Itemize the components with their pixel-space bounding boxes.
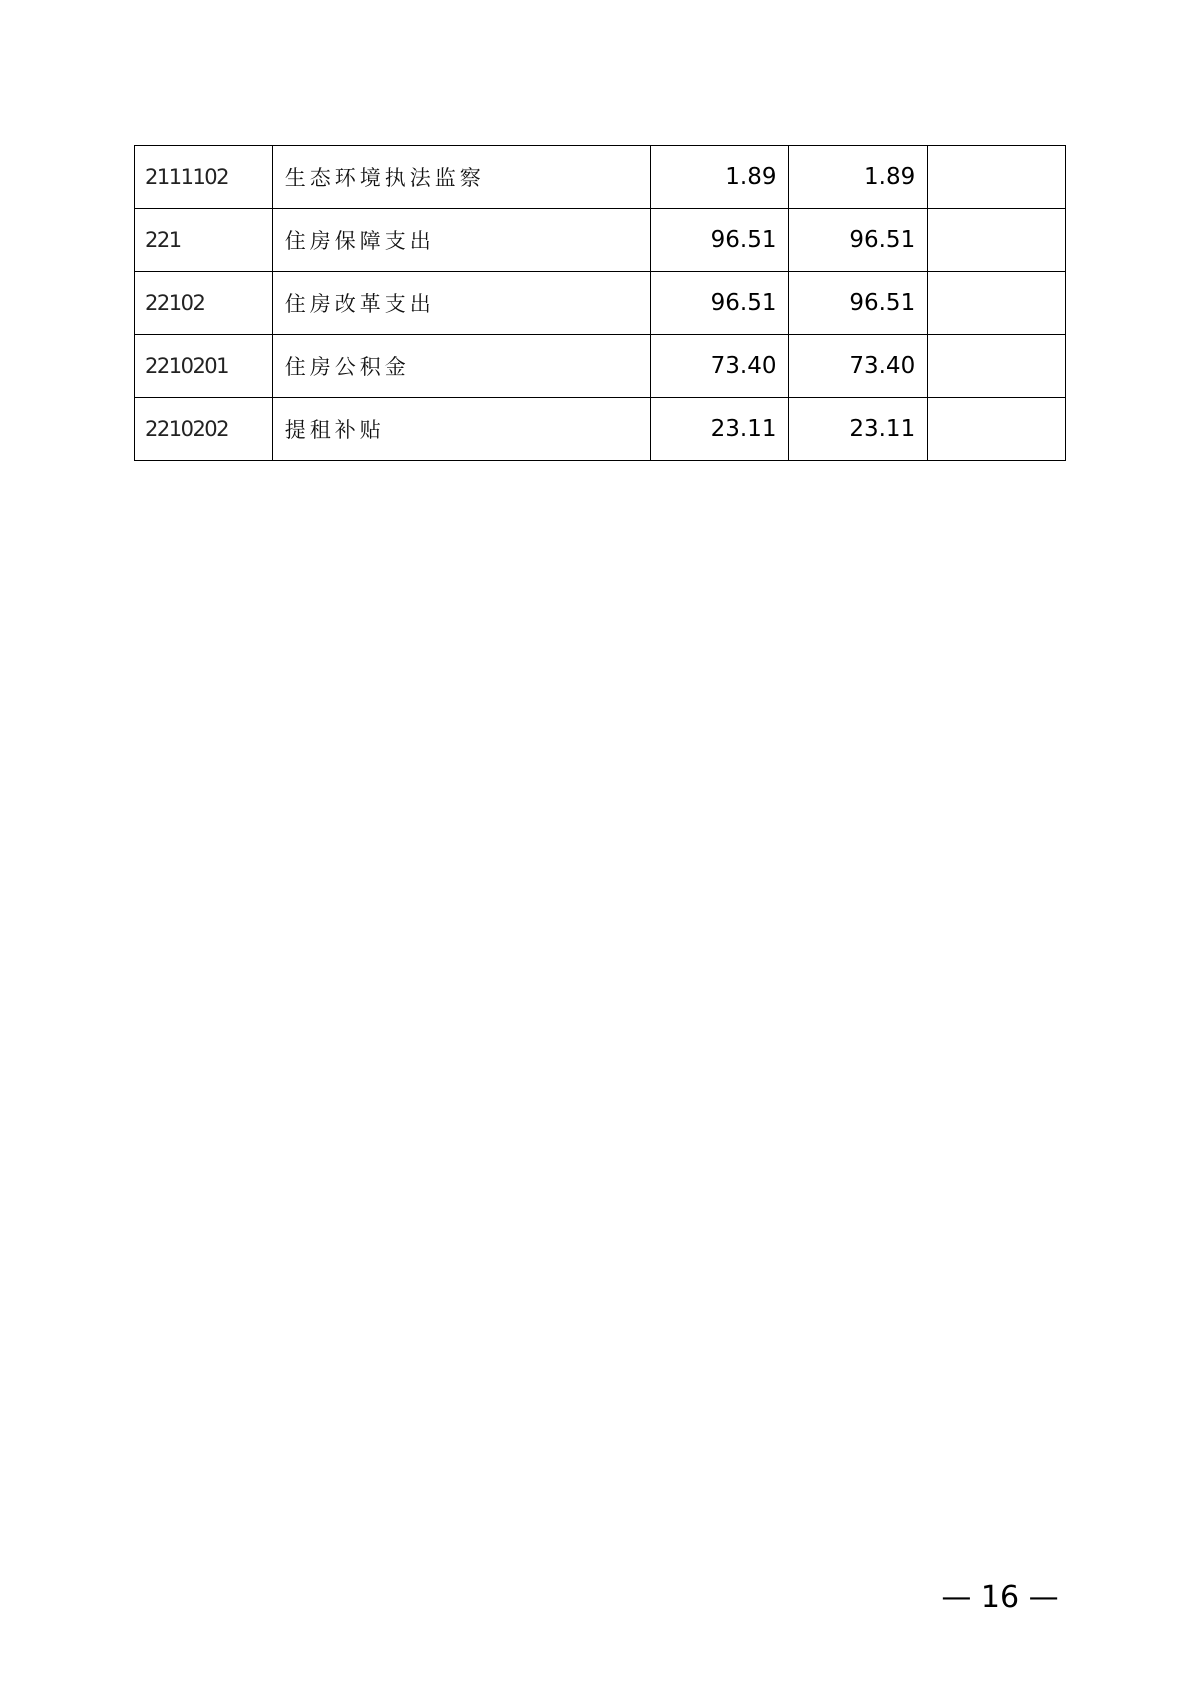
project-expenditure-cell bbox=[928, 146, 1066, 209]
basic-expenditure-cell: 96.51 bbox=[789, 209, 928, 272]
subject-name-cell: 住房保障支出 bbox=[272, 209, 650, 272]
basic-expenditure-cell: 23.11 bbox=[789, 398, 928, 461]
table-row bbox=[135, 209, 1066, 272]
table-row bbox=[135, 398, 1066, 461]
subject-name-cell: 住房公积金 bbox=[272, 335, 650, 398]
subject-code-cell: 22102 bbox=[135, 272, 273, 335]
total-amount-cell: 73.40 bbox=[650, 335, 789, 398]
total-amount-cell: 23.11 bbox=[650, 398, 789, 461]
basic-expenditure-cell: 96.51 bbox=[789, 272, 928, 335]
subject-code-cell: 221 bbox=[135, 209, 273, 272]
subject-code-cell: 2210201 bbox=[135, 335, 273, 398]
total-amount-cell: 1.89 bbox=[650, 146, 789, 209]
table-row bbox=[135, 146, 1066, 209]
page-number: — 16 — bbox=[941, 1580, 1059, 1615]
table-row bbox=[135, 335, 1066, 398]
subject-name-cell: 住房改革支出 bbox=[272, 272, 650, 335]
project-expenditure-cell bbox=[928, 398, 1066, 461]
total-amount-cell: 96.51 bbox=[650, 209, 789, 272]
subject-code-cell: 2111102 bbox=[135, 146, 273, 209]
basic-expenditure-cell: 1.89 bbox=[789, 146, 928, 209]
project-expenditure-cell bbox=[928, 335, 1066, 398]
basic-expenditure-cell: 73.40 bbox=[789, 335, 928, 398]
project-expenditure-cell bbox=[928, 209, 1066, 272]
project-expenditure-cell bbox=[928, 272, 1066, 335]
total-amount-cell: 96.51 bbox=[650, 272, 789, 335]
subject-name-cell: 生态环境执法监察 bbox=[272, 146, 650, 209]
table-row bbox=[135, 272, 1066, 335]
budget-table bbox=[134, 145, 1066, 461]
subject-name-cell: 提租补贴 bbox=[272, 398, 650, 461]
subject-code-cell: 2210202 bbox=[135, 398, 273, 461]
